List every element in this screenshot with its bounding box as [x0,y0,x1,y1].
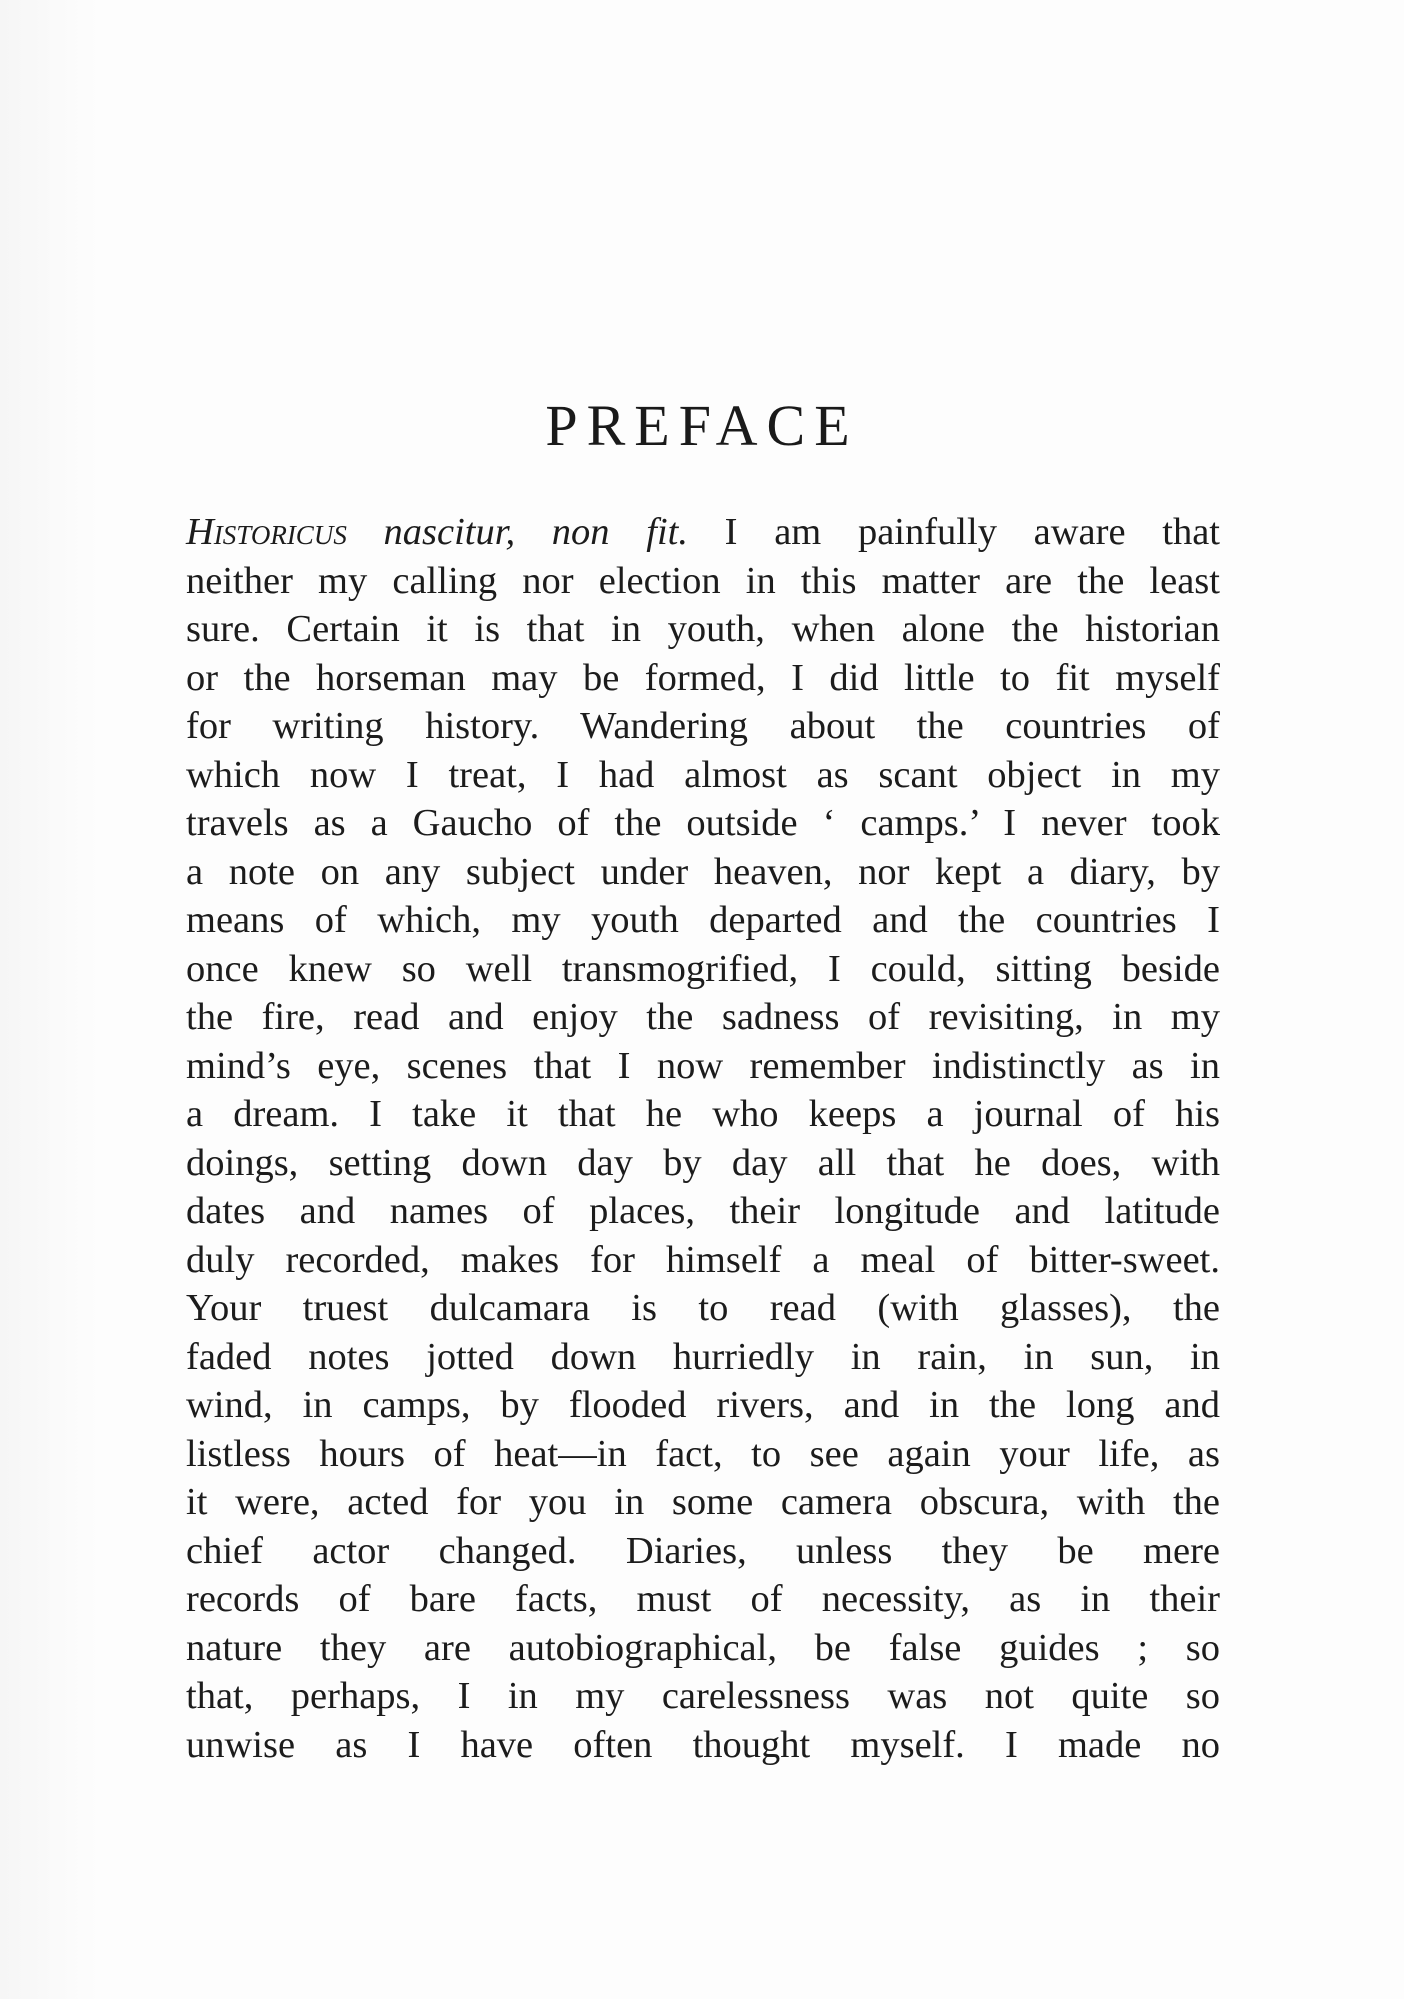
text-line: dates and names of places, their longitude and latitude [186,1190,1220,1232]
text-line: faded notes jotted down hurriedly in rain, in sun, in [186,1335,1220,1378]
text-line: doings, setting down day by day all that he does, with [186,1141,1220,1184]
text-line: that, perhaps, I in my carelessness was not quite so [186,1675,1220,1717]
text-line: listless hours of heat—in fact, to see again your life, as [186,1432,1220,1475]
page-edge-shading [0,0,100,1999]
text-line: travels as a Gaucho of the outside ‘ camps.’ I never took [186,802,1220,844]
preface-body [186,508,1220,1769]
text-line: it were, acted for you in some camera obscura, with the [186,1481,1220,1523]
text-line: mind’s eye, scenes that I now remember indistinctly as in [186,1044,1220,1087]
text-line: a note on any subject under heaven, nor kept a diary, by [186,850,1220,893]
text-line: a dream. I take it that he who keeps a journal of his [186,1093,1220,1135]
text-line: once knew so well transmogrified, I could, sitting beside [186,947,1220,990]
text-line: unwise as I have often thought myself. I made no [186,1723,1220,1766]
text-line: nature they are autobiographical, be false guides ; so [186,1626,1220,1669]
text-line: means of which, my youth departed and the countries I [186,899,1220,941]
text-line: for writing history. Wandering about the countries of [186,705,1220,747]
text-line: sure. Certain it is that in youth, when alone the historian [186,608,1220,650]
text-line: the fire, read and enjoy the sadness of revisiting, in my [186,996,1220,1038]
text-line: wind, in camps, by flooded rivers, and in the long and [186,1384,1220,1426]
text-line: Your truest dulcamara is to read (with glasses), the [186,1287,1220,1329]
text-line: chief actor changed. Diaries, unless they be mere [186,1529,1220,1572]
page-title: PREFACE [545,393,859,458]
text-line: duly recorded, makes for himself a meal of bitter-sweet. [186,1238,1220,1281]
text-line-opening [186,508,1220,557]
opening-small-caps: Historicus [186,511,347,553]
text-line: or the horseman may be formed, I did little to fit myself [186,656,1220,699]
text-line: neither my calling nor election in this matter are the least [186,559,1220,602]
opening-rest: I am painfully aware that [687,511,1220,553]
text-line: which now I treat, I had almost as scant object in my [186,753,1220,796]
opening-italic: nascitur, non fit. [346,511,688,553]
text-line: records of bare facts, must of necessity, as in their [186,1578,1220,1620]
